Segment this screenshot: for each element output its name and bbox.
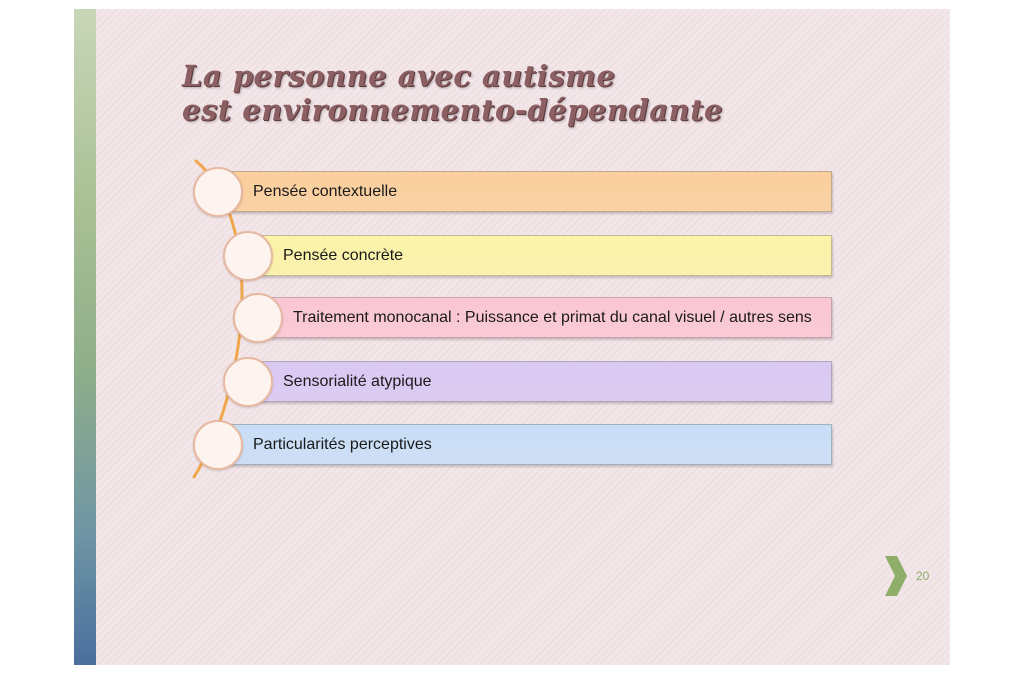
- list-item-traitement-monocanal: [264, 297, 832, 338]
- item-label: Traitement monocanal : Puissance et primat du canal visuel / autres sens: [293, 308, 812, 326]
- item-label: Pensée contextuelle: [253, 182, 398, 200]
- list-item-particularites-perceptives: [224, 424, 832, 465]
- list-item-sensorialite-atypique: [254, 361, 832, 402]
- title-line-2: est environnemento-dépendante: [182, 93, 723, 127]
- bullet-circle-1: [193, 167, 243, 217]
- page-number: 20: [916, 569, 930, 583]
- bullet-circle-5: [193, 420, 243, 470]
- bullet-circle-2: [223, 231, 273, 281]
- chevron-right-icon: [883, 554, 909, 598]
- bullet-circle-3: [233, 293, 283, 343]
- list-item-pensee-contextuelle: [224, 171, 832, 212]
- title-line-1: La personne avec autisme: [182, 59, 616, 93]
- slide: [74, 9, 950, 665]
- item-label: Sensorialité atypique: [283, 372, 432, 390]
- item-label: Pensée concrète: [283, 246, 404, 264]
- bullet-circle-4: [223, 357, 273, 407]
- list-item-pensee-concrete: [254, 235, 832, 276]
- item-label: Particularités perceptives: [253, 435, 432, 453]
